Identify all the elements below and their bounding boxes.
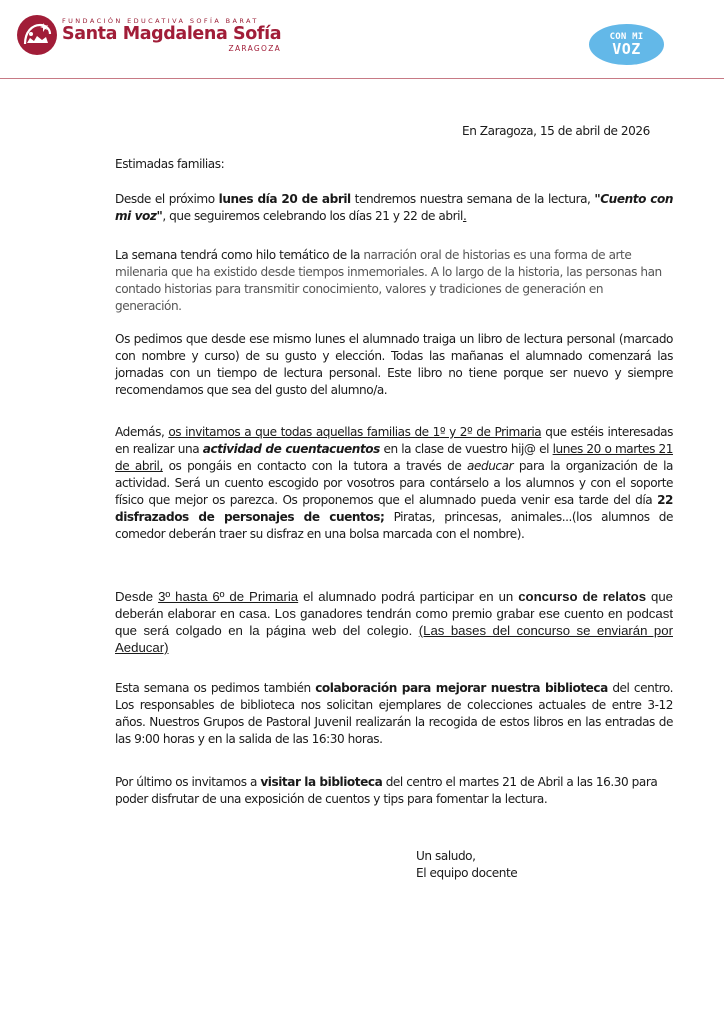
text: (Las bases del concurso se enviarán por Aeducar) — [115, 623, 673, 655]
campaign-logo-line2: VOZ — [612, 40, 641, 58]
greeting: Estimadas familias: — [115, 157, 225, 171]
paragraph-theme — [115, 247, 673, 315]
paragraph-contest — [115, 588, 673, 656]
paragraph-personal-reading: Os pedimos que desde ese mismo lunes el alumnado traiga un libro de lectura personal (marcado con nombre y curso) de su gusto y elección. Todas las mañanas el alumnado comenzará las jornadas con un tiempo de lectura personal. Este libro no tiene porque ser nuevo y siempre recomendamos que sea del gusto del alumno/a. — [115, 332, 673, 397]
text: Desde el próximo — [115, 192, 219, 206]
text: Desde — [115, 589, 159, 604]
text: . — [462, 209, 467, 223]
paragraph-intro — [115, 191, 673, 225]
text: narración oral de historias es una forma de arte milenaria que ha existido desde tiempos inmemoriales. A lo largo de la historia, las personas han contado historias para transmitir conocimiento, valores y tradiciones de generación en generación. — [115, 248, 662, 313]
con-mi-voz-logo — [589, 24, 664, 65]
text: tendremos nuestra semana de la lectura, — [350, 192, 595, 206]
text: Por último os invitamos a — [115, 775, 261, 789]
text: que estéis interesadas en realizar una — [115, 425, 673, 456]
text: actividad de cuentacuentos — [202, 442, 380, 456]
text: lunes 20 o martes 21 de abril, — [115, 442, 673, 473]
school-name: Santa Magdalena Sofía — [62, 24, 282, 44]
text: os invitamos a que todas aquellas familias de 1º y 2º de Primaria — [168, 425, 542, 439]
event-title: "Cuento con mi voz" — [115, 192, 673, 223]
text: del centro. Los responsables de biblioteca nos solicitan ejemplares de colecciones actuales de entre 3-12 años. Nuestros Grupos de Pastoral Juvenil realizarán la recogida de estos libros en las entradas de las 9:00 horas y en la salida de las 16:30 horas. — [115, 681, 673, 746]
text: que deberán elaborar en casa. Los ganadores tendrán como premio grabar ese cuento en podcast que será colgado en la página web del colegio. — [115, 589, 674, 638]
text: Además, — [115, 425, 169, 439]
closing-salutation: Un saludo, — [416, 849, 476, 863]
text: La semana tendrá como hilo temático de la — [115, 248, 364, 262]
text: Piratas, princesas, animales...(los alumnos de comedor deberán traer su disfraz en una bolsa marcada con el nombre). — [115, 510, 673, 541]
text: para la organización de la actividad. Será un cuento escogido por vosotros para contárselo a los alumnos y con el soporte físico que mejor os parezca. Os proponemos que el alumnado pueda venir esa tarde del día — [115, 459, 673, 507]
header-divider — [0, 78, 724, 79]
paragraph-storytelling — [115, 424, 673, 543]
school-foundation: FUNDACIÓN EDUCATIVA SOFÍA BARAT — [62, 17, 259, 25]
text: visitar la biblioteca — [260, 775, 383, 789]
text: os pongáis en contacto con la tutora a través de — [162, 459, 468, 473]
closing — [416, 848, 517, 882]
text: el alumnado podrá participar en un — [298, 589, 519, 604]
text: concurso de relatos — [518, 589, 647, 604]
paragraph-library — [115, 680, 673, 748]
event-date: lunes día 20 de abril — [218, 192, 351, 206]
school-logo — [16, 14, 281, 56]
text: 3º hasta 6º de Primaria — [158, 589, 299, 604]
closing-signature: El equipo docente — [416, 866, 518, 880]
text: colaboración para mejorar nuestra biblioteca — [315, 681, 608, 695]
paragraph-visit — [115, 774, 673, 808]
campaign-logo-line1: CON MI — [609, 32, 644, 42]
school-city: ZARAGOZA — [228, 44, 282, 53]
letterhead — [0, 0, 724, 80]
text: en la clase de vuestro hij@ el — [379, 442, 553, 456]
text: 22 disfrazados de personajes de cuentos; — [115, 493, 673, 524]
letter-date: En Zaragoza, 15 de abril de 2026 — [462, 124, 650, 138]
text: , que seguiremos celebrando los días 21 y 22 de abril — [162, 209, 463, 223]
text: del centro el martes 21 de Abril a las 16.30 para poder disfrutar de una exposición de cuentos y tips para fomentar la lectura. — [115, 775, 658, 806]
school-emblem-icon — [16, 14, 58, 56]
text: aeducar — [467, 459, 514, 473]
text: Esta semana os pedimos también — [115, 681, 316, 695]
